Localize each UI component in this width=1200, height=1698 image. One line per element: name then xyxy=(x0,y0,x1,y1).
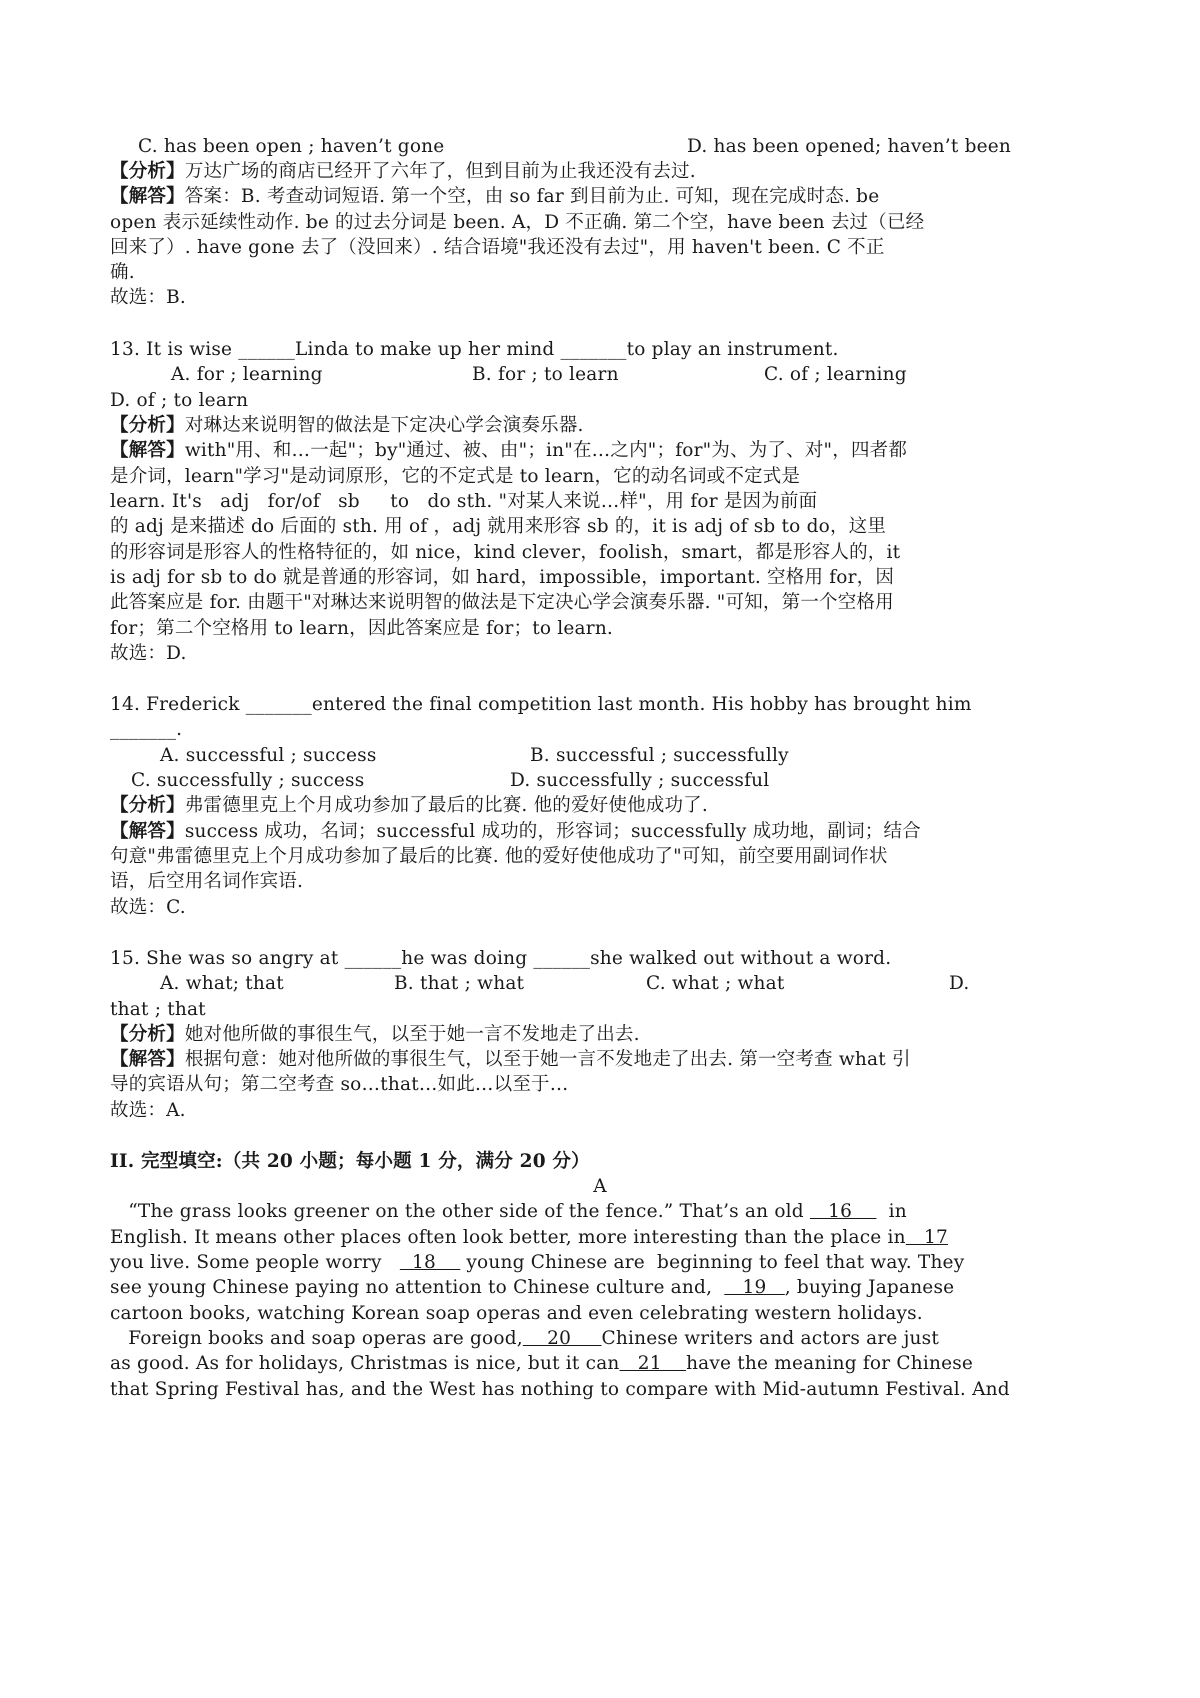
q12-answer-line-2: open 表示延续性动作. be 的过去分词是 been. A，D 不正确. 第二个空，have been 去过（已经 xyxy=(110,212,925,233)
analysis-tag: 【分析】 xyxy=(110,795,185,816)
q14-option-b: B. successful ; successfully xyxy=(530,745,789,766)
q15-answer-line-2: 导的宾语从句；第二空考查 so…that…如此…以至于… xyxy=(110,1074,569,1095)
passage-text: you live. Some people worry xyxy=(110,1252,400,1273)
analysis-text: 对琳达来说明智的做法是下定决心学会演奏乐器. xyxy=(184,415,584,436)
analysis-tag: 【分析】 xyxy=(110,415,185,436)
passage-text: English. It means other places often look better, more interesting than the place in xyxy=(110,1227,906,1248)
section-heading: II. 完型填空:（共 20 小题；每小题 1 分，满分 20 分） xyxy=(110,1151,590,1172)
q12-option-c: C. has been open ; haven’t gone xyxy=(138,136,445,157)
q14-option-a: A. successful ; success xyxy=(160,745,377,766)
answer-tag: 【解答】 xyxy=(110,1049,185,1070)
q13-option-b: B. for ; to learn xyxy=(472,364,619,385)
q12-choice: 故选：B. xyxy=(110,287,186,308)
passage-text: , buying Japanese xyxy=(784,1277,955,1298)
q14-analysis xyxy=(110,793,708,819)
q14-answer-line-3: 语，后空用名词作宾语. xyxy=(110,871,304,892)
blank-16: 16 xyxy=(809,1201,877,1222)
q15-option-d-letter: D. xyxy=(949,973,970,994)
q15-question: 15. She was so angry at ______he was doing ______she walked out without a word. xyxy=(110,948,892,969)
passage-line-8: that Spring Festival has, and the West has nothing to compare with Mid-autumn Festival. And xyxy=(110,1379,1010,1400)
q15-option-b: B. that ; what xyxy=(394,973,525,994)
passage-line-6 xyxy=(110,1326,939,1352)
passage-line-7 xyxy=(110,1351,973,1377)
passage-text: have the meaning for Chinese xyxy=(686,1353,974,1374)
passage-line-5: cartoon books, watching Korean soap operas and even celebrating western holidays. xyxy=(110,1303,923,1324)
passage-line-2 xyxy=(110,1225,948,1251)
q13-answer-line-1 xyxy=(110,438,907,464)
passage-text: young Chinese are beginning to feel that way. They xyxy=(460,1252,965,1273)
passage-line-4 xyxy=(110,1275,954,1301)
q13-answer-line-2: 是介词，learn"学习"是动词原形，它的不定式是 to learn，它的动名词或不定式是 xyxy=(110,466,801,487)
q14-answer-line-2: 句意"弗雷德里克上个月成功参加了最后的比赛. 他的爱好使他成功了"可知，前空要用副词作状 xyxy=(110,846,888,867)
q15-option-d-text: that ; that xyxy=(110,999,206,1020)
q12-answer-line-1 xyxy=(110,184,879,210)
q13-option-a: A. for ; learning xyxy=(171,364,323,385)
blank-17: 17 xyxy=(905,1227,948,1248)
blank-21: 21 xyxy=(619,1353,687,1374)
q13-option-d: D. of ; to learn xyxy=(110,390,249,411)
analysis-tag: 【分析】 xyxy=(110,1024,185,1045)
q13-answer-line-7: 此答案应是 for. 由题干"对琳达来说明智的做法是下定决心学会演奏乐器. "可知，第一个空格用 xyxy=(110,592,894,613)
q15-analysis xyxy=(110,1022,640,1048)
q14-question-cont: _______. xyxy=(110,719,183,740)
q15-option-c: C. what ; what xyxy=(646,973,785,994)
answer-text: with"用、和…一起"；by"通过、被、由"；in"在…之内"；for"为、为了、对"，四者都 xyxy=(184,440,908,461)
q14-option-c: C. successfully ; success xyxy=(131,770,365,791)
q12-answer-line-3: 回来了）. have gone 去了（没回来）. 结合语境"我还没有去过"，用 haven't been. C 不正 xyxy=(110,237,885,258)
q15-answer-line-1 xyxy=(110,1047,911,1073)
passage-text: Chinese writers and actors are just xyxy=(601,1328,939,1349)
q15-choice: 故选：A. xyxy=(110,1100,186,1121)
q14-question: 14. Frederick _______entered the final competition last month. His hobby has brought him xyxy=(110,694,972,715)
q12-option-d: D. has been opened; haven’t been xyxy=(687,136,1012,157)
passage-line-1 xyxy=(110,1199,907,1225)
q14-choice: 故选：C. xyxy=(110,897,186,918)
blank-20: 20 xyxy=(522,1328,602,1349)
q13-answer-line-8: for；第二个空格用 to learn，因此答案应是 for；to learn. xyxy=(110,618,614,639)
passage-text: “The grass looks greener on the other side of the fence.” That’s an old xyxy=(110,1201,810,1222)
q13-answer-line-3: learn. It's adj for/of sb to do sth. "对某人来说…样"，用 for 是因为前面 xyxy=(110,491,818,512)
answer-text: success 成功，名词；successful 成功的，形容词；successfully 成功地，副词；结合 xyxy=(184,821,921,842)
blank-18: 18 xyxy=(399,1252,461,1273)
q14-option-d: D. successfully ; successful xyxy=(510,770,770,791)
passage-text: in xyxy=(876,1201,907,1222)
q13-answer-line-5: 的形容词是形容人的性格特征的，如 nice，kind clever，foolish，smart，都是形容人的，it xyxy=(110,542,901,563)
q14-answer-line-1 xyxy=(110,819,921,845)
q13-answer-line-4: 的 adj 是来描述 do 后面的 sth. 用 of ，adj 就用来形容 sb 的，it is adj of sb to do，这里 xyxy=(110,516,887,537)
q13-question: 13. It is wise ______Linda to make up her mind _______to play an instrument. xyxy=(110,339,839,360)
answer-tag: 【解答】 xyxy=(110,821,185,842)
passage-line-3 xyxy=(110,1250,964,1276)
answer-text: 根据句意：她对他所做的事很生气，以至于她一言不发地走了出去. 第一空考查 what 引 xyxy=(184,1049,911,1070)
passage-text: see young Chinese paying no attention to Chinese culture and, xyxy=(110,1277,725,1298)
passage-label: A xyxy=(593,1176,607,1197)
blank-19: 19 xyxy=(724,1277,785,1298)
q12-answer-line-4: 确. xyxy=(110,262,135,283)
q12-analysis xyxy=(110,159,696,185)
q13-option-c: C. of ; learning xyxy=(764,364,907,385)
answer-tag: 【解答】 xyxy=(110,186,185,207)
passage-text: Foreign books and soap operas are good, xyxy=(110,1328,523,1349)
analysis-text: 她对他所做的事很生气，以至于她一言不发地走了出去. xyxy=(184,1024,640,1045)
answer-tag: 【解答】 xyxy=(110,440,185,461)
q13-choice: 故选：D. xyxy=(110,643,187,664)
q15-option-a: A. what; that xyxy=(160,973,284,994)
q13-analysis xyxy=(110,413,584,439)
analysis-text: 弗雷德里克上个月成功参加了最后的比赛. 他的爱好使他成功了. xyxy=(184,795,708,816)
analysis-text: 万达广场的商店已经开了六年了，但到目前为止我还没有去过. xyxy=(184,161,696,182)
answer-text: 答案：B. 考查动词短语. 第一个空，由 so far 到目前为止. 可知，现在完成时态. be xyxy=(184,186,880,207)
analysis-tag: 【分析】 xyxy=(110,161,185,182)
q13-answer-line-6: is adj for sb to do 就是普通的形容词，如 hard，impossible，important. 空格用 for，因 xyxy=(110,567,895,588)
passage-text: as good. As for holidays, Christmas is nice, but it can xyxy=(110,1353,620,1374)
